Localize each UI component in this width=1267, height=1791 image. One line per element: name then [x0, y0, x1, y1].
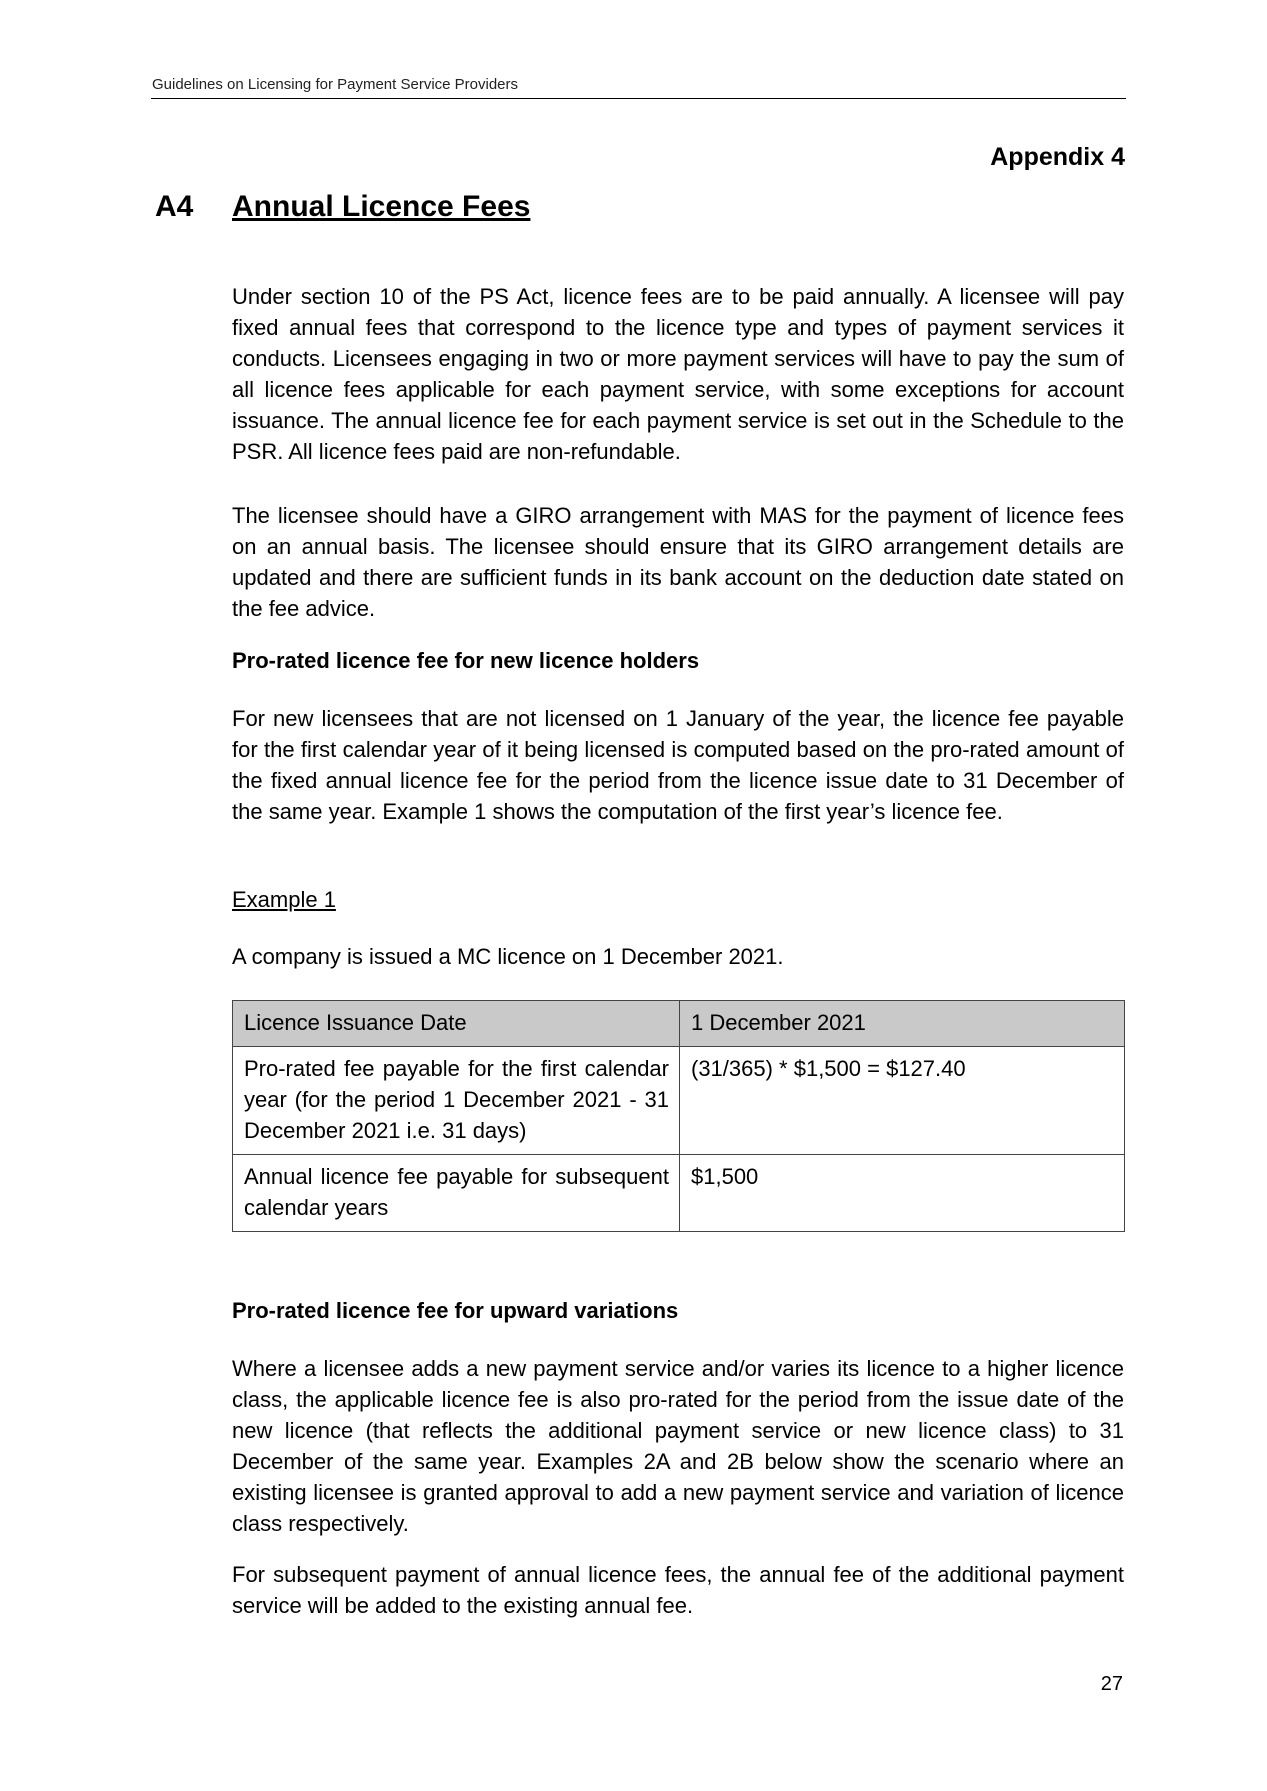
example-1-label: Example 1: [232, 887, 336, 912]
table-cell-label: Licence Issuance Date: [233, 1001, 680, 1047]
table-cell-value: $1,500: [680, 1155, 1125, 1232]
table-cell-label: Annual licence fee payable for subsequent calendar years: [233, 1155, 680, 1232]
paragraph-6: [232, 1559, 1124, 1621]
paragraph-3: [232, 703, 1124, 827]
paragraph-5-text: Where a licensee adds a new payment service and/or varies its licence to a higher licence class, the applicable licence fee is also pro-rated for the period from the issue date of the new licence (that reflects the additional payment service or new licence class) to 31 December of the same year. Examples 2A and 2B below show the scenario where an existing licensee is granted approval to add a new payment service and variation of licence class respectively.: [232, 1356, 1124, 1536]
table-cell-label: Pro-rated fee payable for the first calendar year (for the period 1 December 2021 - 31 December 2021 i.e. 31 days): [233, 1047, 680, 1155]
paragraph-6-text: For subsequent payment of annual licence fees, the annual fee of the additional payment service will be added to the existing annual fee.: [232, 1562, 1124, 1618]
appendix-label: Appendix 4: [990, 143, 1125, 171]
heading-new-licence-holders: Pro-rated licence fee for new licence holders: [232, 648, 700, 673]
paragraph-1: [232, 281, 1124, 467]
heading-upward-variations: Pro-rated licence fee for upward variations: [232, 1298, 679, 1323]
section-number: A4: [155, 190, 194, 223]
paragraph-4: [232, 941, 1124, 972]
table-cell-value: 1 December 2021: [680, 1001, 1125, 1047]
table-row: [233, 1047, 1125, 1155]
page-number: 27: [1100, 1673, 1123, 1695]
header-rule: [151, 98, 1126, 99]
table-cell-value: (31/365) * $1,500 = $127.40: [680, 1047, 1125, 1155]
paragraph-1-text: Under section 10 of the PS Act, licence fees are to be paid annually. A licensee will pay fixed annual fees that correspond to the licence type and types of payment services it conducts. Licensees engaging in two or more payment services will have to pay the sum of all licence fees applicable for each payment service, with some exceptions for account issuance. The annual licence fee for each payment service is set out in the Schedule to the PSR. All licence fees paid are non-refundable.: [232, 284, 1124, 464]
table-row: [233, 1001, 1125, 1047]
paragraph-5: [232, 1353, 1124, 1539]
section-title: Annual Licence Fees: [232, 190, 531, 223]
table-row: [233, 1155, 1125, 1232]
paragraph-2: [232, 500, 1124, 624]
paragraph-2-text: The licensee should have a GIRO arrangement with MAS for the payment of licence fees on an annual basis. The licensee should ensure that its GIRO arrangement details are updated and there are sufficient funds in its bank account on the deduction date stated on the fee advice.: [232, 503, 1124, 621]
running-header: Guidelines on Licensing for Payment Service Providers: [152, 76, 519, 93]
paragraph-4-text: A company is issued a MC licence on 1 December 2021.: [232, 944, 784, 969]
paragraph-3-text: For new licensees that are not licensed on 1 January of the year, the licence fee payable for the first calendar year of it being licensed is computed based on the pro-rated amount of the fixed annual licence fee for the period from the licence issue date to 31 December of the same year. Example 1 shows the computation of the first year’s licence fee.: [232, 706, 1124, 824]
example-1-table: [232, 1000, 1125, 1232]
